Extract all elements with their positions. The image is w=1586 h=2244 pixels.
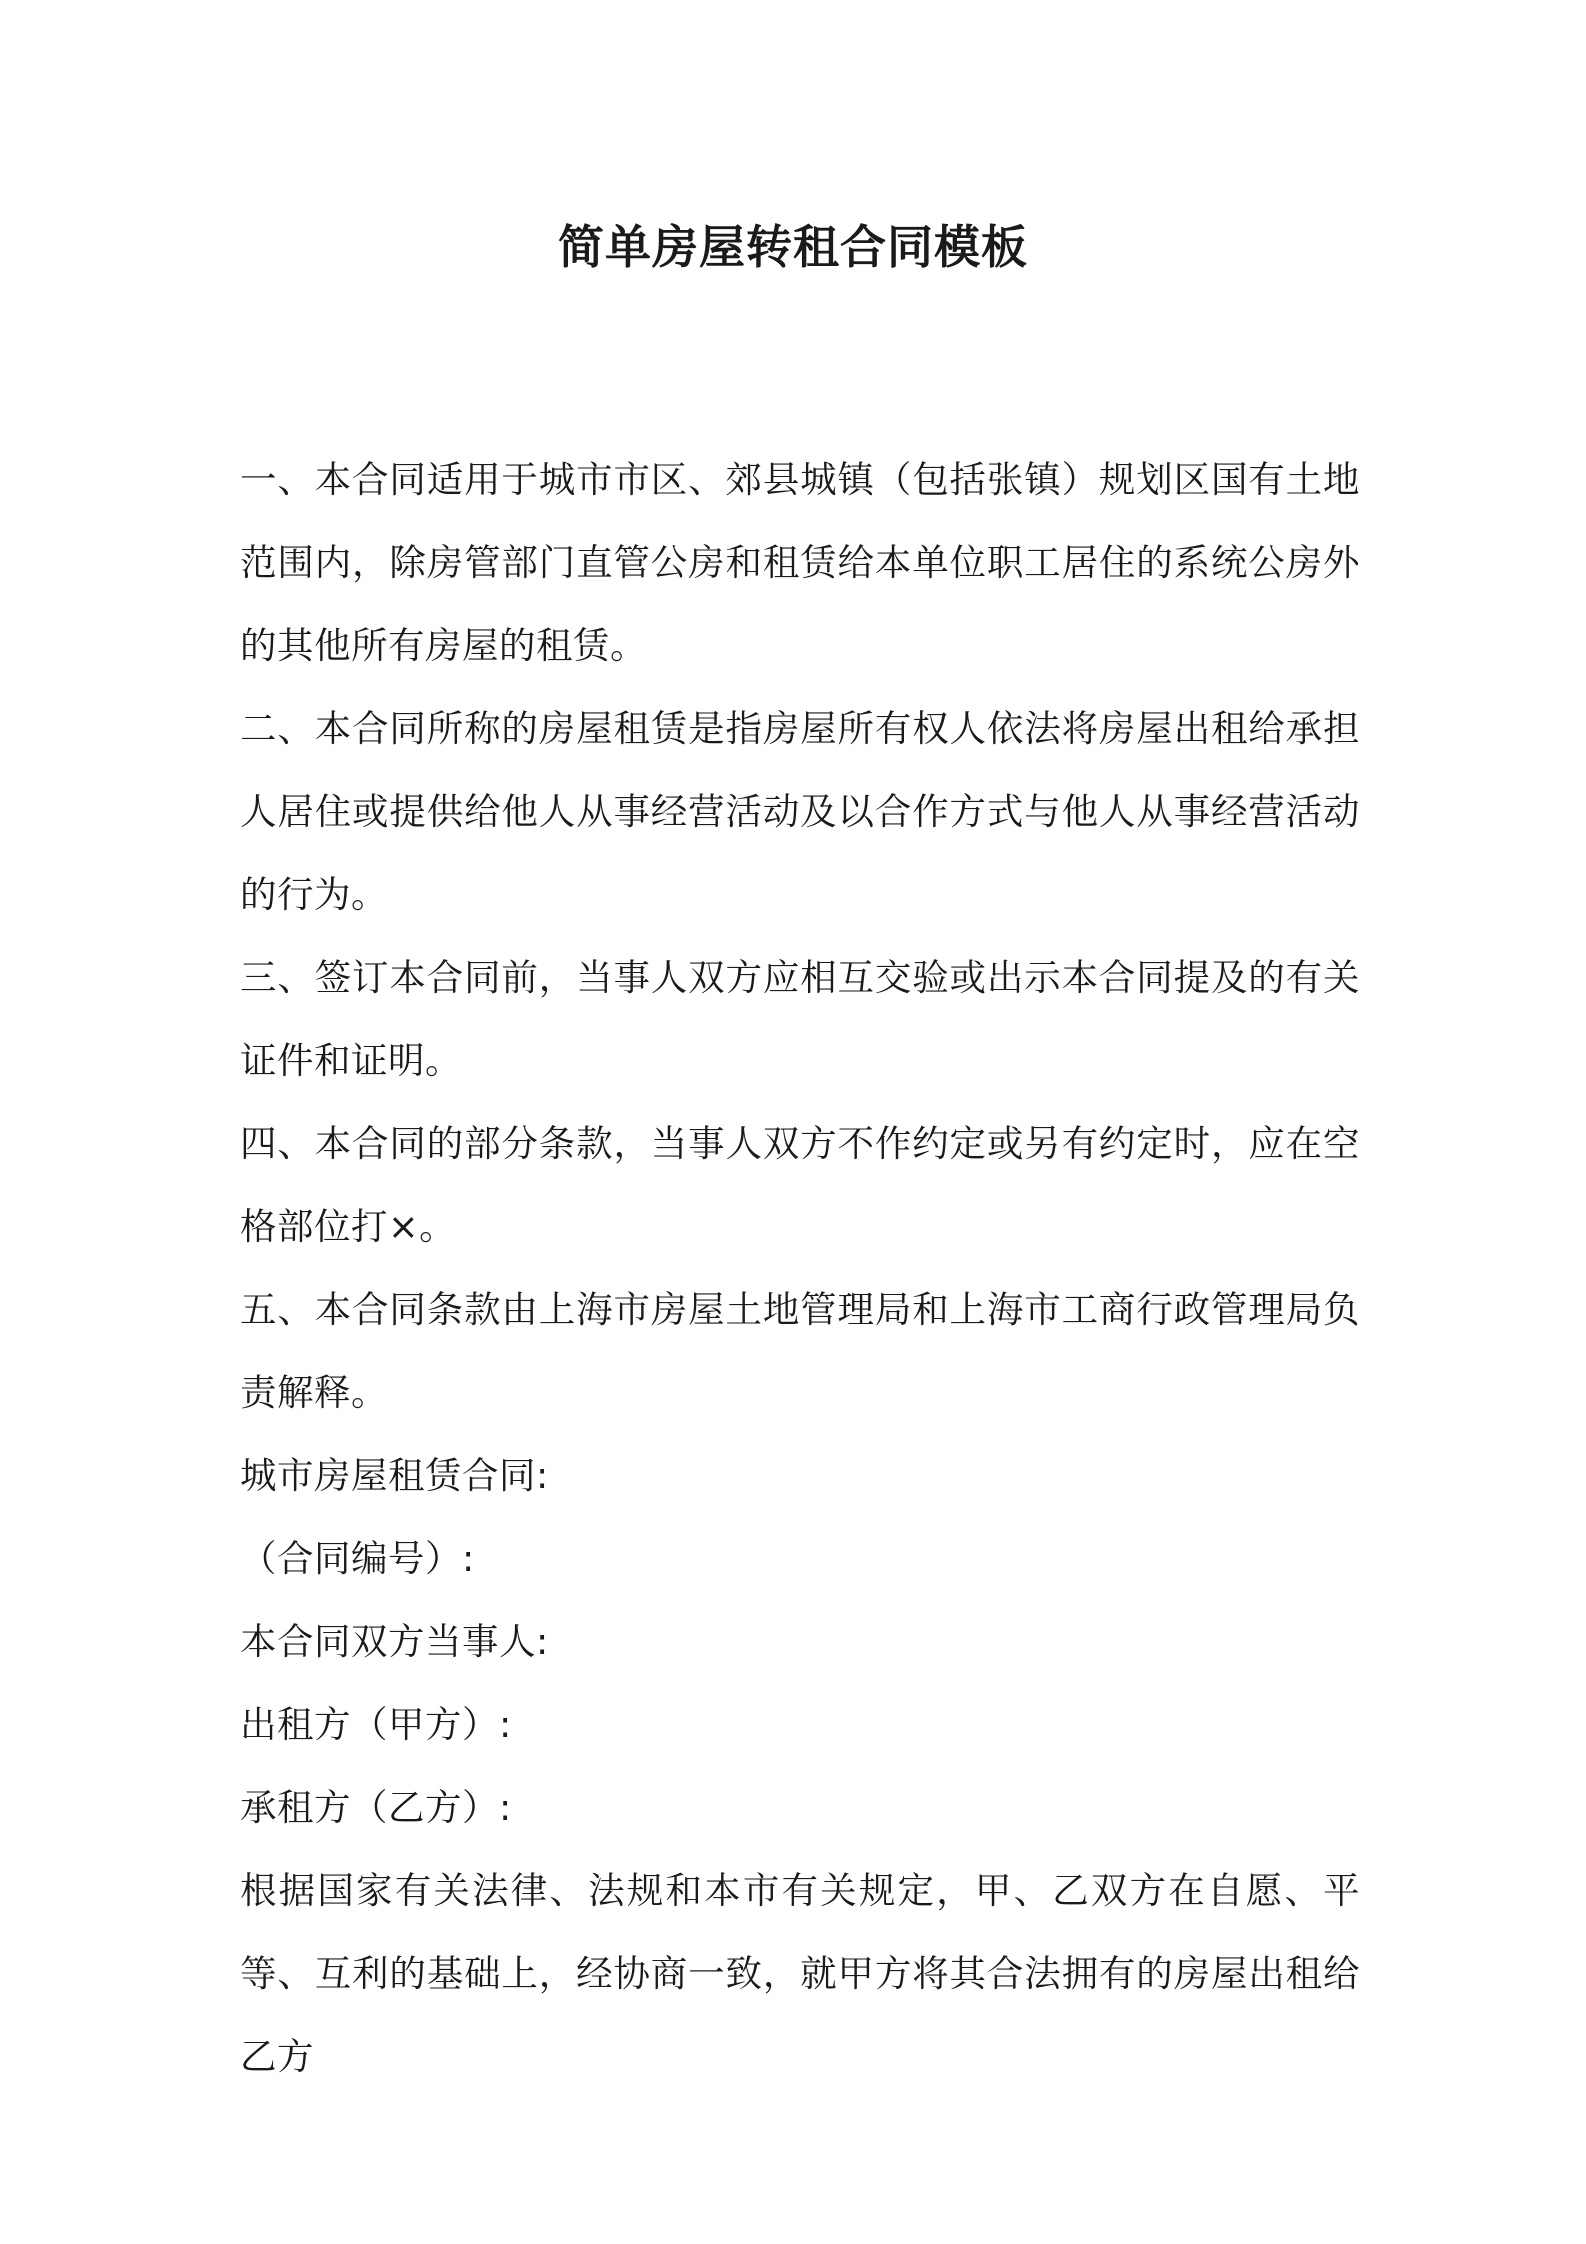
clause-4: 四、本合同的部分条款，当事人双方不作约定或另有约定时，应在空格部位打×。 bbox=[240, 1122, 1360, 1248]
clause-5: 五、本合同条款由上海市房屋土地管理局和上海市工商行政管理局负责解释。 bbox=[240, 1288, 1360, 1414]
preamble: 根据国家有关法律、法规和本市有关规定，甲、乙双方在自愿、平等、互利的基础上，经协商一致，就甲方将其合法拥有的房屋出租给乙方 bbox=[240, 1869, 1360, 2078]
document-body bbox=[240, 438, 1360, 2098]
clause-2: 二、本合同所称的房屋租赁是指房屋所有权人依法将房屋出租给承担人居住或提供给他人从事经营活动及以合作方式与他人从事经营活动的行为。 bbox=[240, 707, 1360, 916]
contract-heading: 城市房屋租赁合同: bbox=[240, 1454, 549, 1497]
lessor-label: 出租方（甲方）: bbox=[240, 1703, 512, 1746]
contract-number-label: （合同编号）: bbox=[240, 1537, 475, 1580]
clause-3: 三、签订本合同前，当事人双方应相互交验或出示本合同提及的有关证件和证明。 bbox=[240, 956, 1360, 1082]
parties-label: 本合同双方当事人: bbox=[240, 1620, 549, 1663]
document-title: 简单房屋转租合同模板 bbox=[558, 220, 1028, 274]
lessee-label: 承租方（乙方）: bbox=[240, 1786, 512, 1829]
clause-1: 一、本合同适用于城市市区、郊县城镇（包括张镇）规划区国有土地范围内，除房管部门直管公房和租赁给本单位职工居住的系统公房外的其他所有房屋的租赁。 bbox=[240, 458, 1360, 667]
